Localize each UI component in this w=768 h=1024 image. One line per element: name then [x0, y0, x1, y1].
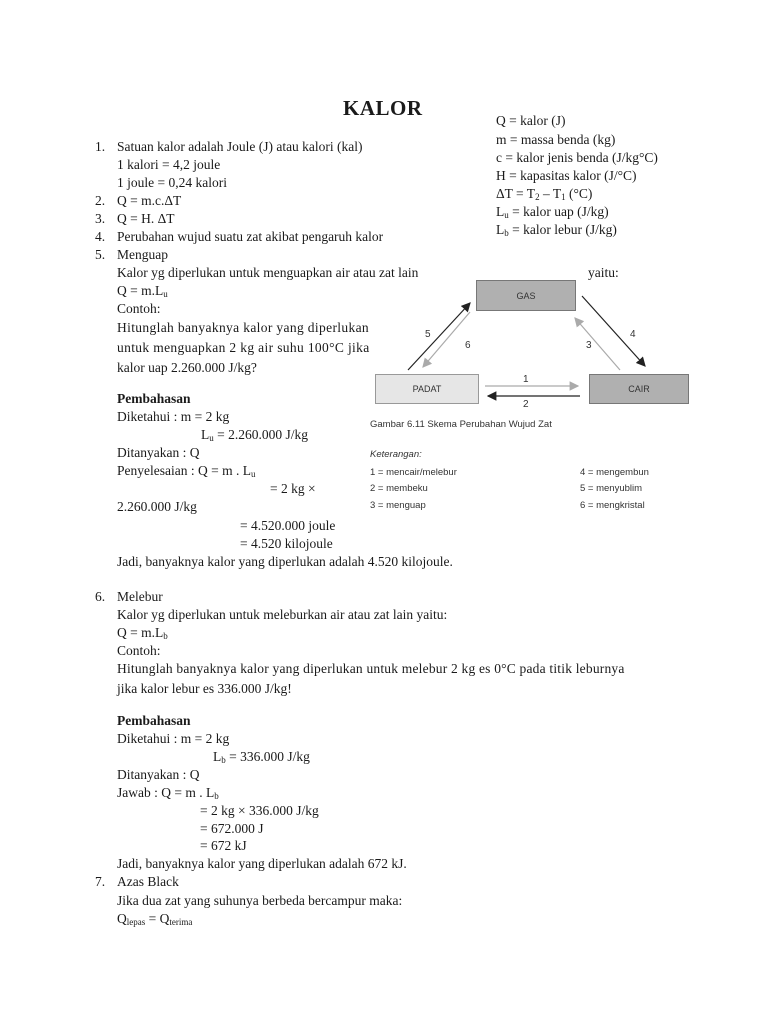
solution-line: 2.260.000 J/kg — [117, 499, 197, 514]
item-number: 1. — [95, 139, 106, 154]
formula: $Q_{lepas} = Q_{terima}$ — [117, 911, 193, 927]
section-heading: Pembahasan — [117, 391, 191, 406]
item-text: yaitu: — [588, 265, 619, 280]
item-text: Perubahan wujud suatu zat akibat pengaruh kalor — [117, 229, 384, 244]
legend-q: Q = kalor (J) — [496, 113, 566, 128]
solution-line: Jawab : Q = m . $L_b$ — [117, 785, 219, 801]
diagram-caption: Gambar 6.11 Skema Perubahan Wujud Zat — [370, 419, 552, 430]
arrow-label-3: 3 — [586, 340, 592, 351]
item-number: 2. — [95, 193, 106, 208]
arrow-label-4: 4 — [630, 329, 636, 340]
item-text: Jika dua zat yang suhunya berbeda bercampur maka: — [117, 893, 403, 908]
key-4: 4 = mengembun — [580, 467, 649, 478]
item-text: Azas Black — [117, 874, 179, 889]
item-text: Menguap — [117, 247, 168, 262]
solution-line: = 2 kg × 336.000 J/kg — [200, 803, 319, 818]
legend-lb: $L_b$ = kalor lebur (J/kg) — [496, 222, 617, 238]
solution-line: Ditanyakan : Q — [117, 767, 200, 782]
conclusion: Jadi, banyaknya kalor yang diperlukan adalah 672 kJ. — [117, 856, 407, 871]
arrow-label-1: 1 — [523, 374, 529, 385]
key-6: 6 = mengkristal — [580, 500, 645, 511]
item-text: Melebur — [117, 589, 163, 604]
solution-line: = 672 kJ — [200, 838, 247, 853]
item-number: 6. — [95, 589, 106, 604]
key-3: 3 = menguap — [370, 500, 426, 511]
item-text: Contoh: — [117, 301, 161, 316]
solution-line: $L_b = 336.000$ J/kg — [213, 749, 310, 765]
solution-line: = 672.000 J — [200, 821, 264, 836]
page-title: KALOR — [343, 96, 423, 120]
arrow-5 — [408, 303, 470, 370]
solution-line: = 4.520.000 joule — [240, 518, 336, 533]
item-number: 7. — [95, 874, 106, 889]
solution-line: Penyelesaian : Q = m . $L_u$ — [117, 463, 256, 479]
key-1: 1 = mencair/melebur — [370, 467, 457, 478]
example-text: Hitunglah banyaknya kalor yang diperlukan untuk melebur 2 kg es 0°C pada titik leburnya — [117, 661, 625, 676]
item-text: 1 joule = 0,24 kalori — [117, 175, 227, 190]
arrow-label-5: 5 — [425, 329, 431, 340]
item-text: Satuan kalor adalah Joule (J) atau kalori (kal) — [117, 139, 363, 154]
legend-h: H = kapasitas kalor (J/°C) — [496, 168, 637, 183]
item-text: Q = H. ΔT — [117, 211, 175, 226]
item-number: 4. — [95, 229, 106, 244]
item-text: Q = m.c.ΔT — [117, 193, 182, 208]
solution-line: = 2 kg × — [270, 481, 316, 496]
legend-lu: $L_u$ = kalor uap (J/kg) — [496, 204, 609, 220]
key-5: 5 = menyublim — [580, 483, 643, 494]
cair-box: CAIR — [589, 374, 689, 404]
keterangan-label: Keterangan: — [370, 449, 422, 460]
formula: $Q = m.L_u$ — [117, 283, 168, 299]
section-heading: Pembahasan — [117, 713, 191, 728]
item-number: 3. — [95, 211, 106, 226]
legend-m: m = massa benda (kg) — [496, 132, 616, 147]
key-2: 2 = membeku — [370, 483, 428, 494]
item-text: 1 kalori = 4,2 joule — [117, 157, 221, 172]
padat-box: PADAT — [375, 374, 479, 404]
arrow-label-6: 6 — [465, 340, 471, 351]
formula: $Q = m.L_b$ — [117, 625, 168, 641]
example-text: jika kalor lebur es 336.000 J/kg! — [117, 681, 292, 696]
item-text: Kalor yg diperlukan untuk menguapkan air atau zat lain — [117, 265, 419, 280]
solution-line: Ditanyakan : Q — [117, 445, 200, 460]
solution-line: Diketahui : m = 2 kg — [117, 731, 230, 746]
item-number: 5. — [95, 247, 106, 262]
gas-box: GAS — [476, 280, 576, 311]
example-text: kalor uap 2.260.000 J/kg? — [117, 360, 257, 375]
example-text: untuk menguapkan 2 kg air suhu 100°C jika — [117, 340, 370, 355]
item-text: Contoh: — [117, 643, 161, 658]
item-text: Kalor yg diperlukan untuk meleburkan air atau zat lain yaitu: — [117, 607, 448, 622]
arrow-3 — [575, 318, 620, 370]
legend-c: c = kalor jenis benda (J/kg°C) — [496, 150, 658, 165]
example-text: Hitunglah banyaknya kalor yang diperlukan — [117, 320, 370, 335]
arrow-label-2: 2 — [523, 399, 529, 410]
solution-line: = 4.520 kilojoule — [240, 536, 333, 551]
legend-dt: $\Delta T = T_2 - T_1$ (°C) — [496, 186, 593, 202]
conclusion: Jadi, banyaknya kalor yang diperlukan adalah 4.520 kilojoule. — [117, 554, 453, 569]
solution-line: $L_u = 2.260.000$ J/kg — [201, 427, 308, 443]
solution-line: Diketahui : m = 2 kg — [117, 409, 230, 424]
